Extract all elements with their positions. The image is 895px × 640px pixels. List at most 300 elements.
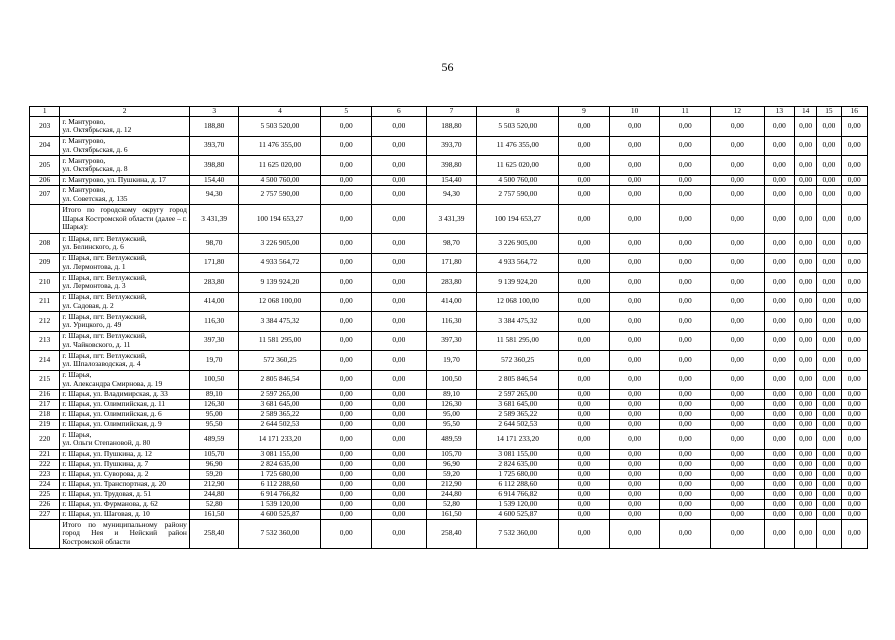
value-cell: 0,00 [321,499,372,509]
value-cell: 6 914 766,82 [477,489,559,499]
value-cell: 0,00 [660,400,711,410]
address-cell: г. Шарья, ул. Трудовая, д. 51 [60,489,190,499]
value-cell: 0,00 [321,390,372,400]
total-label-cell: Итого по муниципальному району город Нея и Нейский район Костромской области [60,519,190,548]
value-cell: 0,00 [559,459,610,469]
value-cell: 0,00 [372,117,427,137]
value-cell: 0,00 [795,509,817,519]
value-cell: 0,00 [764,459,794,469]
value-cell: 0,00 [609,234,660,254]
value-cell: 0,00 [841,410,867,420]
value-cell: 0,00 [660,312,711,332]
value-cell: 0,00 [817,509,841,519]
row-number-cell: 210 [30,273,60,293]
row-number-cell: 207 [30,185,60,205]
header-row [30,107,868,117]
value-cell: 126,30 [189,400,239,410]
value-cell: 95,50 [426,420,477,430]
value-cell: 0,00 [711,509,765,519]
value-cell: 4 500 760,00 [477,175,559,185]
address-cell: г. Шарья, пгт. Ветлужский, ул. Урицкого, д. 49 [60,312,190,332]
value-cell: 0,00 [817,420,841,430]
value-cell: 0,00 [795,479,817,489]
value-cell: 1 725 680,00 [477,469,559,479]
address-cell: г. Шарья, пгт. Ветлужский, ул. Лермонтова, д. 3 [60,273,190,293]
value-cell: 0,00 [764,430,794,450]
address-cell: г. Шарья, пгт. Ветлужский, ул. Шпалозаводская, д. 4 [60,351,190,371]
value-cell: 0,00 [841,273,867,293]
value-cell: 0,00 [711,370,765,390]
value-cell: 0,00 [321,410,372,420]
value-cell: 0,00 [559,117,610,137]
value-cell: 0,00 [817,469,841,479]
value-cell: 0,00 [559,449,610,459]
value-cell: 0,00 [660,156,711,176]
value-cell: 0,00 [711,489,765,499]
value-cell: 95,00 [426,410,477,420]
value-cell: 0,00 [764,292,794,312]
value-cell: 0,00 [841,400,867,410]
value-cell: 572 360,25 [239,351,321,371]
value-cell: 0,00 [795,205,817,234]
value-cell: 0,00 [817,175,841,185]
value-cell: 9 139 924,20 [477,273,559,293]
value-cell: 0,00 [372,312,427,332]
value-cell: 2 824 635,00 [239,459,321,469]
column-header: 7 [426,107,477,117]
value-cell: 0,00 [795,156,817,176]
value-cell: 414,00 [189,292,239,312]
value-cell: 0,00 [372,370,427,390]
value-cell: 0,00 [321,205,372,234]
value-cell: 0,00 [711,410,765,420]
value-cell: 0,00 [372,410,427,420]
value-cell: 397,30 [426,331,477,351]
value-cell: 0,00 [764,519,794,548]
value-cell: 0,00 [795,234,817,254]
value-cell: 96,90 [426,459,477,469]
value-cell: 0,00 [795,312,817,332]
value-cell: 0,00 [711,390,765,400]
value-cell: 0,00 [372,185,427,205]
value-cell: 258,40 [189,519,239,548]
address-cell: г. Шарья, пгт. Ветлужский, ул. Чайковского, д. 11 [60,331,190,351]
value-cell: 0,00 [711,234,765,254]
value-cell: 0,00 [764,420,794,430]
value-cell: 0,00 [559,234,610,254]
value-cell: 188,80 [426,117,477,137]
value-cell: 0,00 [321,117,372,137]
value-cell: 3 081 155,00 [239,449,321,459]
value-cell: 0,00 [795,390,817,400]
value-cell: 283,80 [189,273,239,293]
table-row [30,410,868,420]
value-cell: 0,00 [764,175,794,185]
value-cell: 1 539 120,00 [239,499,321,509]
value-cell: 0,00 [817,185,841,205]
value-cell: 0,00 [559,312,610,332]
table-row [30,459,868,469]
column-header: 11 [660,107,711,117]
value-cell: 0,00 [321,156,372,176]
value-cell: 95,00 [189,410,239,420]
value-cell: 0,00 [795,410,817,420]
column-header: 5 [321,107,372,117]
value-cell: 0,00 [559,331,610,351]
value-cell: 0,00 [841,292,867,312]
value-cell: 0,00 [559,156,610,176]
value-cell: 393,70 [189,136,239,156]
column-header: 6 [372,107,427,117]
value-cell: 0,00 [660,449,711,459]
value-cell: 3 384 475,32 [477,312,559,332]
value-cell: 0,00 [559,410,610,420]
value-cell: 0,00 [795,499,817,509]
value-cell: 0,00 [321,489,372,499]
value-cell: 0,00 [711,351,765,371]
row-number-cell: 221 [30,449,60,459]
value-cell: 283,80 [426,273,477,293]
value-cell: 0,00 [711,175,765,185]
value-cell: 0,00 [321,312,372,332]
value-cell: 0,00 [841,351,867,371]
value-cell: 3 226 905,00 [477,234,559,254]
value-cell: 0,00 [764,370,794,390]
value-cell: 11 476 355,00 [477,136,559,156]
value-cell: 212,90 [189,479,239,489]
value-cell: 0,00 [841,205,867,234]
value-cell: 0,00 [817,499,841,509]
value-cell: 0,00 [764,509,794,519]
value-cell: 0,00 [321,400,372,410]
value-cell: 6 112 288,60 [477,479,559,489]
value-cell: 2 805 846,54 [239,370,321,390]
value-cell: 98,70 [426,234,477,254]
row-number-cell: 216 [30,390,60,400]
row-number-cell: 226 [30,499,60,509]
value-cell: 0,00 [321,519,372,548]
value-cell: 398,80 [426,156,477,176]
address-cell: г. Шарья, ул. Суворова, д. 2 [60,469,190,479]
value-cell: 89,10 [426,390,477,400]
value-cell: 0,00 [321,331,372,351]
row-number-cell: 211 [30,292,60,312]
value-cell: 52,80 [426,499,477,509]
table-row [30,400,868,410]
value-cell: 2 824 635,00 [477,459,559,469]
table-row [30,117,868,137]
table-row [30,469,868,479]
value-cell: 0,00 [711,253,765,273]
value-cell: 188,80 [189,117,239,137]
value-cell: 0,00 [711,205,765,234]
value-cell: 94,30 [426,185,477,205]
column-header: 10 [609,107,660,117]
row-number-cell [30,205,60,234]
value-cell: 0,00 [372,449,427,459]
value-cell: 0,00 [764,273,794,293]
value-cell: 0,00 [372,400,427,410]
value-cell: 0,00 [372,234,427,254]
value-cell: 6 914 766,82 [239,489,321,499]
value-cell: 0,00 [711,185,765,205]
value-cell: 0,00 [817,156,841,176]
value-cell: 0,00 [609,351,660,371]
value-cell: 0,00 [609,253,660,273]
row-number-cell: 220 [30,430,60,450]
address-cell: г. Шарья, ул. Александра Смирнова, д. 19 [60,370,190,390]
address-cell: г. Шарья, пгт. Ветлужский, ул. Лермонтова, д. 1 [60,253,190,273]
value-cell: 0,00 [841,370,867,390]
value-cell: 0,00 [321,370,372,390]
value-cell: 398,80 [189,156,239,176]
value-cell: 2 757 590,00 [239,185,321,205]
table-row [30,499,868,509]
value-cell: 0,00 [711,469,765,479]
value-cell: 12 068 100,00 [477,292,559,312]
value-cell: 0,00 [711,430,765,450]
value-cell: 0,00 [321,136,372,156]
row-number-cell: 203 [30,117,60,137]
value-cell: 0,00 [660,185,711,205]
value-cell: 0,00 [795,331,817,351]
column-header: 3 [189,107,239,117]
value-cell: 0,00 [795,273,817,293]
value-cell: 11 625 020,00 [239,156,321,176]
value-cell: 126,30 [426,400,477,410]
value-cell: 14 171 233,20 [239,430,321,450]
value-cell: 0,00 [711,273,765,293]
value-cell: 0,00 [660,205,711,234]
value-cell: 0,00 [711,479,765,489]
row-number-cell: 222 [30,459,60,469]
address-cell: г. Шарья, ул. Пушкина, д. 12 [60,449,190,459]
column-header: 14 [795,107,817,117]
value-cell: 52,80 [189,499,239,509]
value-cell: 0,00 [609,489,660,499]
value-cell: 0,00 [711,449,765,459]
value-cell: 4 600 525,87 [477,509,559,519]
value-cell: 0,00 [609,400,660,410]
value-cell: 0,00 [559,351,610,371]
value-cell: 116,30 [426,312,477,332]
column-header: 12 [711,107,765,117]
value-cell: 7 532 360,00 [239,519,321,548]
value-cell: 0,00 [795,185,817,205]
value-cell: 0,00 [372,292,427,312]
value-cell: 0,00 [841,234,867,254]
table-row [30,136,868,156]
value-cell: 489,59 [426,430,477,450]
value-cell: 0,00 [321,234,372,254]
value-cell: 0,00 [817,400,841,410]
value-cell: 19,70 [189,351,239,371]
value-cell: 0,00 [841,185,867,205]
value-cell: 3 681 645,00 [477,400,559,410]
value-cell: 0,00 [372,390,427,400]
value-cell: 0,00 [559,499,610,509]
value-cell: 0,00 [764,479,794,489]
value-cell: 0,00 [321,459,372,469]
address-cell: г. Шарья, ул. Олимпийская, д. 6 [60,410,190,420]
value-cell: 0,00 [660,331,711,351]
value-cell: 0,00 [817,479,841,489]
table-row [30,273,868,293]
value-cell: 0,00 [764,136,794,156]
table-row [30,390,868,400]
value-cell: 0,00 [817,459,841,469]
value-cell: 0,00 [609,312,660,332]
value-cell: 0,00 [609,273,660,293]
value-cell: 0,00 [321,273,372,293]
value-cell: 0,00 [559,489,610,499]
value-cell: 0,00 [559,273,610,293]
value-cell: 0,00 [817,390,841,400]
value-cell: 0,00 [764,156,794,176]
address-cell: г. Шарья, ул. Олимпийская, д. 9 [60,420,190,430]
value-cell: 0,00 [764,489,794,499]
value-cell: 0,00 [660,479,711,489]
value-cell: 0,00 [660,117,711,137]
table-row [30,312,868,332]
value-cell: 0,00 [841,331,867,351]
table-row [30,449,868,459]
column-header: 9 [559,107,610,117]
value-cell: 0,00 [372,273,427,293]
value-cell: 0,00 [660,509,711,519]
value-cell: 0,00 [841,519,867,548]
total-row [30,519,868,548]
value-cell: 0,00 [321,292,372,312]
value-cell: 161,50 [189,509,239,519]
value-cell: 0,00 [841,156,867,176]
value-cell: 0,00 [559,469,610,479]
value-cell: 0,00 [711,331,765,351]
row-number-cell [30,519,60,548]
row-number-cell: 204 [30,136,60,156]
value-cell: 0,00 [660,410,711,420]
value-cell: 0,00 [795,253,817,273]
value-cell: 0,00 [817,117,841,137]
value-cell: 0,00 [609,469,660,479]
table-row [30,175,868,185]
value-cell: 14 171 233,20 [477,430,559,450]
value-cell: 572 360,25 [477,351,559,371]
value-cell: 0,00 [795,519,817,548]
value-cell: 2 597 265,00 [477,390,559,400]
value-cell: 0,00 [764,185,794,205]
value-cell: 6 112 288,60 [239,479,321,489]
value-cell: 0,00 [559,390,610,400]
value-cell: 0,00 [609,175,660,185]
value-cell: 100 194 653,27 [477,205,559,234]
value-cell: 0,00 [321,430,372,450]
value-cell: 0,00 [817,234,841,254]
table-row [30,370,868,390]
value-cell: 0,00 [795,400,817,410]
row-number-cell: 227 [30,509,60,519]
value-cell: 1 539 120,00 [477,499,559,509]
value-cell: 0,00 [559,175,610,185]
value-cell: 414,00 [426,292,477,312]
value-cell: 0,00 [609,499,660,509]
value-cell: 0,00 [372,469,427,479]
address-cell: г. Шарья, ул. Шаговая, д. 10 [60,509,190,519]
value-cell: 2 644 502,53 [477,420,559,430]
value-cell: 258,40 [426,519,477,548]
table-row [30,253,868,273]
value-cell: 0,00 [841,459,867,469]
value-cell: 0,00 [372,509,427,519]
value-cell: 0,00 [795,136,817,156]
value-cell: 0,00 [817,136,841,156]
value-cell: 171,80 [189,253,239,273]
value-cell: 0,00 [764,400,794,410]
row-number-cell: 212 [30,312,60,332]
value-cell: 0,00 [372,156,427,176]
value-cell: 0,00 [764,410,794,420]
value-cell: 0,00 [660,430,711,450]
value-cell: 0,00 [321,509,372,519]
value-cell: 0,00 [372,205,427,234]
table-row [30,479,868,489]
value-cell: 11 581 295,00 [477,331,559,351]
value-cell: 0,00 [711,312,765,332]
value-cell: 0,00 [711,292,765,312]
value-cell: 59,20 [189,469,239,479]
page-number: 56 [441,60,454,74]
value-cell: 393,70 [426,136,477,156]
value-cell: 3 681 645,00 [239,400,321,410]
value-cell: 171,80 [426,253,477,273]
value-cell: 0,00 [841,489,867,499]
value-cell: 95,50 [189,420,239,430]
value-cell: 2 805 846,54 [477,370,559,390]
column-header: 13 [764,107,794,117]
value-cell: 0,00 [660,370,711,390]
value-cell: 0,00 [609,509,660,519]
table-row [30,509,868,519]
value-cell: 0,00 [841,117,867,137]
value-cell: 0,00 [660,292,711,312]
value-cell: 59,20 [426,469,477,479]
value-cell: 11 625 020,00 [477,156,559,176]
value-cell: 0,00 [841,430,867,450]
value-cell: 0,00 [764,312,794,332]
address-cell: г. Шарья, пгт. Ветлужский, ул. Садовая, д. 2 [60,292,190,312]
value-cell: 0,00 [609,390,660,400]
table-row [30,185,868,205]
value-cell: 0,00 [372,331,427,351]
value-cell: 0,00 [817,273,841,293]
row-number-cell: 217 [30,400,60,410]
value-cell: 0,00 [372,499,427,509]
table-row [30,331,868,351]
column-header: 8 [477,107,559,117]
value-cell: 0,00 [660,469,711,479]
value-cell: 0,00 [764,117,794,137]
value-cell: 12 068 100,00 [239,292,321,312]
address-cell: г. Шарья, ул. Пушкина, д. 7 [60,459,190,469]
value-cell: 0,00 [817,449,841,459]
value-cell: 0,00 [841,390,867,400]
value-cell: 0,00 [817,292,841,312]
value-cell: 0,00 [609,430,660,450]
value-cell: 0,00 [795,351,817,371]
value-cell: 0,00 [372,420,427,430]
value-cell: 100,50 [426,370,477,390]
row-number-cell: 206 [30,175,60,185]
